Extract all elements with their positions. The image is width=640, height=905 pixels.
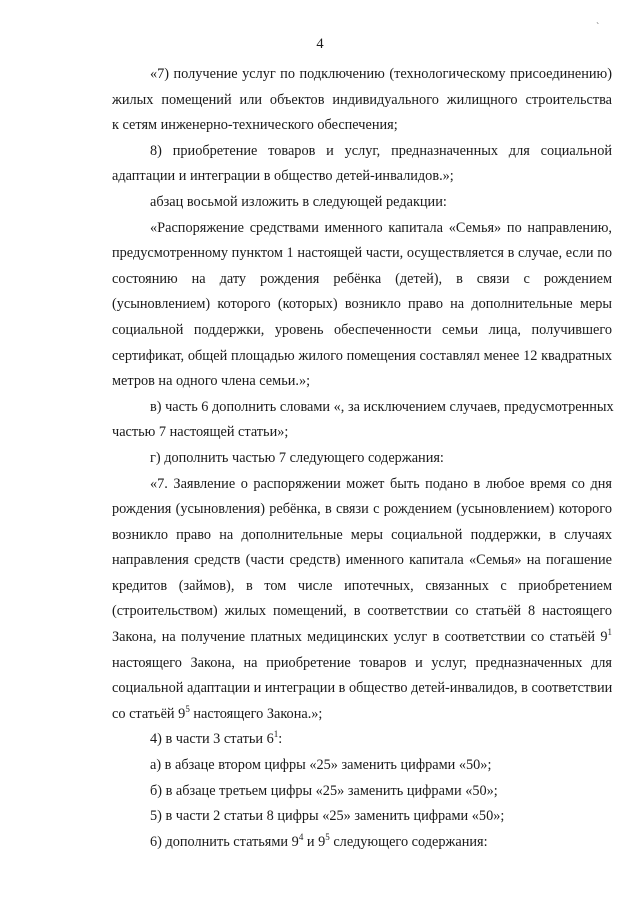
- text-line: сертификат, общей площадью жилого помещения составлял менее 12 квадратных: [112, 347, 612, 364]
- paragraph-item-4a: [74, 753, 612, 779]
- text-line: возникло право на дополнительные меры социальной поддержки, в случаях: [112, 526, 612, 543]
- text-line: состоянию на дату рождения ребёнка (детей), в связи с рождением: [112, 270, 612, 287]
- text-line: настоящего Закона, на приобретение товаров и услуг, предназначенных для: [112, 654, 612, 671]
- superscript: 4: [298, 831, 304, 842]
- text-line: 4) в части 3 статьи $6^1$:: [150, 729, 283, 748]
- superscript: 1: [607, 627, 612, 638]
- paragraph-item-6: [74, 830, 612, 856]
- text-line: 8) приобретение товаров и услуг, предназначенных для социальной: [150, 142, 612, 159]
- text-line: б) в абзаце третьем цифры «25» заменить цифрами «50»;: [150, 782, 498, 799]
- text-line: жилых помещений или объектов индивидуального жилищного строительства: [112, 91, 612, 108]
- paragraph-part-7-intro: [74, 446, 612, 472]
- text-line: направления средств (части средств) именного капитала «Семья» на погашение: [112, 552, 612, 569]
- paragraph-capital-disposal: [74, 216, 612, 395]
- superscript: 5: [325, 831, 330, 842]
- text-line: социальной поддержки, уровень обеспеченности семьи лица, получившего: [112, 321, 612, 338]
- text-line: в) часть 6 дополнить словами «, за исключением случаев, предусмотренных: [150, 398, 614, 415]
- text-line: «7. Заявление о распоряжении может быть подано в любое время со дня: [150, 475, 612, 492]
- text-line: «Распоряжение средствами именного капитала «Семья» по направлению,: [150, 219, 612, 236]
- text-line: со статьёй $9^5$ настоящего Закона.»;: [112, 703, 323, 722]
- paragraph-item-4: [74, 727, 612, 753]
- text-line: (усыновлением) которого (которых) возникло право на дополнительные меры: [112, 296, 612, 313]
- paragraph-application-statement: [74, 472, 612, 728]
- text-line: 6) дополнить статьями $9^4$ и $9^5$ следующего содержания:: [150, 831, 488, 850]
- paragraph-eighth-clause: [74, 190, 612, 216]
- superscript: 5: [185, 703, 190, 714]
- text-line: частью 7 настоящей статьи»;: [112, 424, 289, 441]
- text-line: к сетям инженерно-технического обеспечения;: [112, 117, 398, 134]
- scan-mark: `: [596, 22, 600, 33]
- text-line: предусмотренному пунктом 1 настоящей части, осуществляется в случае, если по: [112, 245, 612, 262]
- text-line: рождения (усыновления) ребёнка, в связи с рождением (усыновлением) которого: [112, 501, 612, 518]
- text-line: кредитов (займов), в том числе ипотечных, связанных с приобретением: [112, 577, 612, 594]
- text-line: г) дополнить частью 7 следующего содержания:: [150, 449, 444, 466]
- paragraph-item-4b: [74, 779, 612, 805]
- paragraph-part-6: [74, 395, 612, 446]
- text-line: метров на одного члена семьи.»;: [112, 373, 311, 390]
- text-line: «7) получение услуг по подключению (технологическому присоединению): [150, 66, 612, 82]
- text-line: Закона, на получение платных медицинских услуг в соответствии со статьёй $9^1$: [112, 627, 612, 646]
- document-body: [74, 62, 612, 855]
- text-line: 5) в части 2 статьи 8 цифры «25» заменить цифрами «50»;: [150, 808, 505, 825]
- paragraph-item-5: [74, 804, 612, 830]
- text-line: социальной адаптации и интеграции в общество детей-инвалидов, в соответствии: [112, 680, 613, 697]
- text-line: абзац восьмой изложить в следующей редакции:: [150, 193, 447, 210]
- text-line: (строительством) жилых помещений, в соответствии со статьёй 8 настоящего: [112, 603, 612, 620]
- page-number: 4: [316, 36, 324, 52]
- text-line: а) в абзаце втором цифры «25» заменить цифрами «50»;: [150, 757, 492, 774]
- superscript: 1: [273, 729, 279, 740]
- paragraph-utility-connection: [74, 62, 612, 139]
- paragraph-goods-services: [74, 139, 612, 190]
- text-line: адаптации и интеграции в общество детей-инвалидов.»;: [112, 168, 454, 185]
